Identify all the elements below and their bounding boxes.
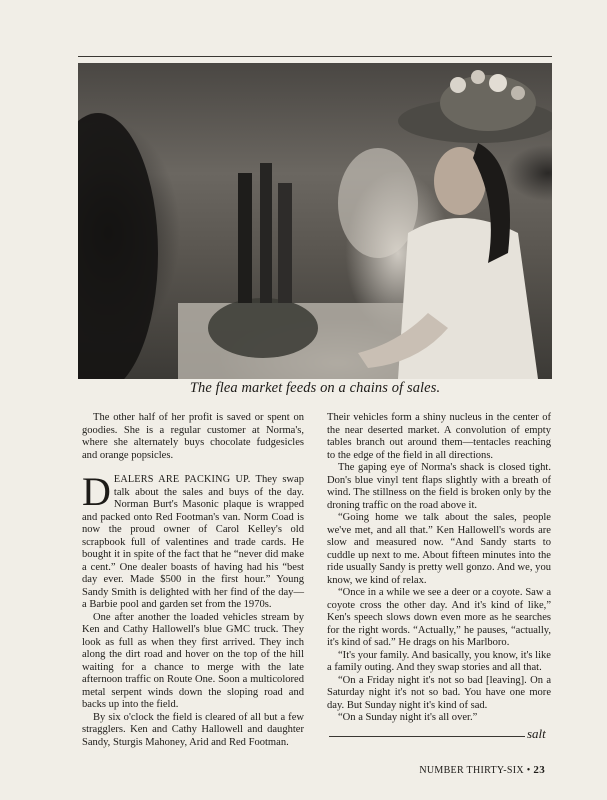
paragraph: Their vehicles form a shiny nucleus in the center of the near deserted market. A convolution of empty tables branch out around them—tentacles reaching to the edge of the field in all directions. (327, 412, 551, 461)
issue-label: NUMBER THIRTY-SIX (419, 765, 524, 776)
paragraph: “It's your family. And basically, you know, it's like a family outing. And they swap stories and all that. (327, 649, 551, 673)
paragraph: By six o'clock the field is cleared of all but a few stragglers. Ken and Cathy Hallowell and daughter Sandy, Sturgis Mahoney, Arid and Red Footman. (82, 711, 304, 748)
paragraph-text: They swap talk about the sales and buys of the day. Norman Burt's Masonic plaque is wrapped and packed onto Red Footman's van. Norm Coad is now the proud owner of Carol Kelley's old scrapbook full of valentines and trade cards. He bought it in spite of the fact that he “never did make a cent.” One dealer boasts of having had his “best day ever. Made $500 in the first hour.” Young Sandy Smith is delighted with her find of the day—a Barbie pool and garden set from the 1970s. (82, 474, 304, 610)
paragraph: “On a Sunday night it's all over.” (338, 712, 478, 723)
paragraph: The other half of her profit is saved or spent on goodies. She is a regular customer at Norma's, where she alternately buys chocolate fudgesicles and orange popsicles. (82, 412, 304, 461)
end-rule (329, 736, 525, 737)
flea-market-photo (78, 63, 552, 379)
folio-bullet: • (526, 765, 531, 776)
end-mark-logo: salt (527, 726, 546, 741)
paragraph: The gaping eye of Norma's shack is closed tight. Don's blue vinyl tent flaps slightly with a breath of wind. The stillness on the field is broken only by the droning traffic on the road above it. (327, 462, 551, 511)
left-column (82, 412, 304, 749)
page-number: 23 (533, 764, 545, 776)
paragraph: One after another the loaded vehicles stream by Ken and Cathy Hallowell's blue GMC truck. They look as full as when they first arrived. They inch along the dirt road and hover on the top of the hill waiting for a chance to merge with the late afternoon traffic on Route One. Soon a multicolored metal serpent winds down the sloping road and backs up into the field. (82, 611, 304, 710)
right-column (327, 412, 551, 725)
top-rule (78, 56, 552, 57)
paragraph (82, 469, 304, 612)
paragraph: “Once in a while we see a deer or a coyote. Saw a coyote cross the other day. And it's kind of like,” Ken's speech slows down even more as he searches for the right words. “Actually,” he pauses, “actually, it's kind of sad.” He drags on his Marlboro. (327, 587, 551, 648)
photo-caption: The flea market feeds on a chains of sales. (189, 380, 441, 396)
photo-icon (78, 63, 552, 379)
section-lead-in: EALERS ARE PACKING UP. (113, 474, 251, 485)
paragraph: “Going home we talk about the sales, people we've met, and all that.” Ken Hallowell's words are slow and measured now. “And Sandy starts to cuddle up next to me. About fifteen minutes into the ride usually Sandy is pretty well gonzo. And we, you know, we kind of relax. (327, 512, 551, 586)
drop-cap: D (82, 469, 111, 514)
paragraph: “On a Friday night it's not so bad [leaving]. On a Saturday night it's not so bad. You have one more day. But Sunday night it's kind of sad. (327, 674, 551, 711)
page-folio (419, 764, 545, 776)
